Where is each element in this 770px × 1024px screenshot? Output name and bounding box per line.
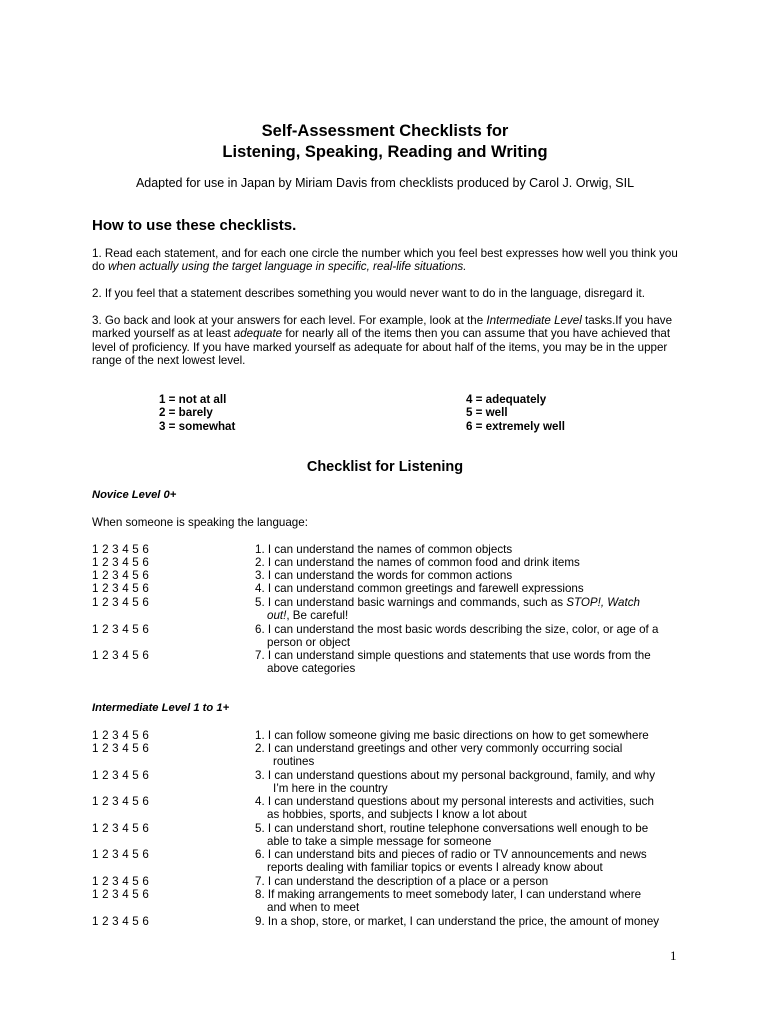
- novice-intro: When someone is speaking the language:: [92, 516, 308, 529]
- title-line-1: Self-Assessment Checklists for: [261, 122, 509, 140]
- rating-scale[interactable]: 1 2 3 4 5 6: [92, 848, 149, 861]
- rating-scale[interactable]: 1 2 3 4 5 6: [92, 769, 149, 782]
- how-to-heading: How to use these checklists.: [92, 217, 297, 234]
- item-text: 1. I can understand the names of common objects: [255, 543, 513, 556]
- instruction-3: 3. Go back and look at your answers for each level. For example, look at the Intermediate Level tasks.If you have marked yourself as at least adequate for nearly all of the items then you can assume that you have achieved that level of proficiency. If you have marked yourself as adequate for about half of the items, you may be in the upper range of the next lowest level.: [92, 314, 673, 368]
- scale-left: [159, 393, 235, 433]
- item-text: 2. I can understand the names of common food and drink items: [255, 556, 580, 569]
- novice-heading: Novice Level 0+: [92, 489, 177, 501]
- item-text: 3. I can understand the words for common actions: [255, 569, 513, 582]
- item-text: 6. I can understand bits and pieces of radio or TV announcements and news reports dealing with familiar topics or events I already know about: [255, 848, 647, 875]
- scale-6: 6 = extremely well: [466, 419, 565, 433]
- item-text: 5. I can understand basic warnings and commands, such as STOP!, Watch out!, Be careful!: [255, 596, 640, 623]
- rating-scale[interactable]: 1 2 3 4 5 6: [92, 649, 149, 662]
- rating-scale[interactable]: 1 2 3 4 5 6: [92, 875, 149, 888]
- item-text: 7. I can understand simple questions and statements that use words from the above categories: [255, 649, 651, 676]
- item-text: 1. I can follow someone giving me basic directions on how to get somewhere: [255, 729, 649, 742]
- item-text: 9. In a shop, store, or market, I can understand the price, the amount of money: [255, 915, 660, 928]
- item-text: 7. I can understand the description of a place or a person: [255, 875, 549, 888]
- rating-scale[interactable]: 1 2 3 4 5 6: [92, 915, 149, 928]
- scale-5: 5 = well: [466, 406, 508, 420]
- rating-scale[interactable]: 1 2 3 4 5 6: [92, 569, 149, 582]
- rating-scale[interactable]: 1 2 3 4 5 6: [92, 582, 149, 595]
- section-title: Checklist for Listening: [306, 459, 464, 475]
- rating-scale[interactable]: 1 2 3 4 5 6: [92, 822, 149, 835]
- instruction-2: 2. If you feel that a statement describes something you would never want to do in the language, disregard it.: [92, 287, 645, 300]
- item-text: 8. If making arrangements to meet somebody later, I can understand where and when to meet: [255, 888, 642, 915]
- rating-scale[interactable]: 1 2 3 4 5 6: [92, 795, 149, 808]
- title-line-2: Listening, Speaking, Reading and Writing: [222, 143, 548, 161]
- scale-4: 4 = adequately: [466, 393, 547, 406]
- subtitle: Adapted for use in Japan by Miriam Davis from checklists produced by Carol J. Orwig, SIL: [135, 176, 635, 190]
- rating-scale[interactable]: 1 2 3 4 5 6: [92, 888, 149, 901]
- item-text: 5. I can understand short, routine telephone conversations well enough to be able to take a simple message for someone: [255, 822, 649, 849]
- intermediate-heading: Intermediate Level 1 to 1+: [92, 702, 230, 714]
- rating-scale[interactable]: 1 2 3 4 5 6: [92, 556, 149, 569]
- scale-1: 1 = not at all: [159, 393, 227, 406]
- rating-scale[interactable]: 1 2 3 4 5 6: [92, 596, 149, 609]
- rating-scale[interactable]: 1 2 3 4 5 6: [92, 742, 149, 755]
- item-text: 2. I can understand greetings and other very commonly occurring social routines: [255, 742, 623, 769]
- rating-scale[interactable]: 1 2 3 4 5 6: [92, 543, 149, 556]
- item-text: 4. I can understand common greetings and farewell expressions: [255, 582, 584, 595]
- rating-scale[interactable]: 1 2 3 4 5 6: [92, 623, 149, 636]
- item-text: 4. I can understand questions about my personal interests and activities, such as hobbies, sports, and subjects I know a lot about: [255, 795, 654, 822]
- instruction-1: 1. Read each statement, and for each one circle the number which you feel best expresses how well you think you do when actually using the target language in specific, real-life situations.: [92, 247, 678, 274]
- item-text: 6. I can understand the most basic words describing the size, color, or age of a person or object: [255, 623, 659, 650]
- scale-2: 2 = barely: [159, 406, 213, 420]
- scale-right: [466, 393, 565, 433]
- rating-scale[interactable]: 1 2 3 4 5 6: [92, 729, 149, 742]
- page-number: 1: [670, 948, 677, 963]
- scale-3: 3 = somewhat: [159, 419, 236, 433]
- item-text: 3. I can understand questions about my personal background, family, and why I’m here in the country: [255, 769, 656, 796]
